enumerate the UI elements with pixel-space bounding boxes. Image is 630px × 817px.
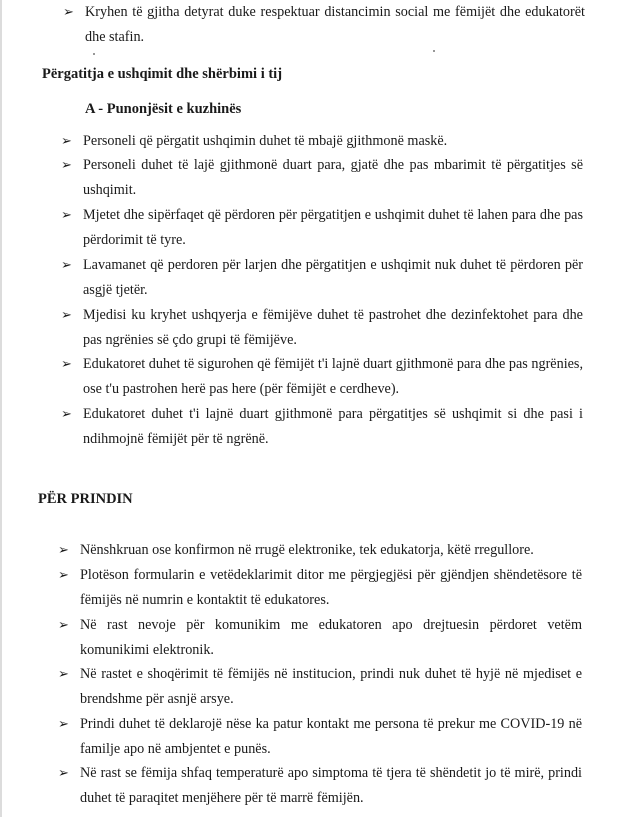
arrow-bullet-icon: ➢ [63, 5, 74, 20]
subheading-kitchen-staff: A - Punonjësit e kuzhinës [85, 101, 242, 117]
arrow-bullet-icon: ➢ [61, 357, 72, 372]
list-item: ➢ Lavamanet që perdoren për larjen dhe përgatitjen e ushqimit nuk duhet të përdoren për asgjë tjetër. [83, 253, 583, 303]
arrow-bullet-icon: ➢ [58, 766, 69, 781]
list-item: ➢ Edukatoret duhet të sigurohen që fëmijët t'i lajnë duart gjithmonë para dhe pas ngrënies, ose t'u pastrohen herë pas here (për fëmijët e cerdheve). [83, 352, 583, 402]
arrow-bullet-icon: ➢ [58, 618, 69, 633]
section-heading-parents: PËR PRINDIN [38, 491, 133, 507]
arrow-bullet-icon: ➢ [61, 158, 72, 173]
arrow-bullet-icon: ➢ [61, 208, 72, 223]
arrow-bullet-icon: ➢ [58, 543, 69, 558]
section-heading-food: Përgatitja e ushqimit dhe shërbimi i tij [42, 66, 283, 82]
intro-bullet: ➢ Kryhen të gjitha detyrat duke respektuar distancimin social me fëmijët dhe edukatorët dhe stafin. [85, 0, 585, 50]
list-item: ➢ Edukatoret duhet t'i lajnë duart gjithmonë para përgatitjes së ushqimit si dhe pasi i ndihmojnë fëmijët për të ngrënë. [83, 402, 583, 452]
arrow-bullet-icon: ➢ [61, 134, 72, 149]
scan-speck [433, 50, 435, 52]
page-left-edge [0, 0, 2, 817]
list-item: ➢ Plotëson formularin e vetëdeklarimit ditor me përgjegjësi për gjëndjen shëndetësore të fëmijës në numrin e kontaktit të edukatores. [80, 563, 582, 613]
arrow-bullet-icon: ➢ [61, 407, 72, 422]
list-item: ➢ Në rastet e shoqërimit të fëmijës në institucion, prindi nuk duhet të hyjë në mjediset e brendshme për asnjë arsye. [80, 662, 582, 712]
list-item: ➢ Prindi duhet të deklarojë nëse ka patur kontakt me persona të prekur me COVID-19 në familje apo në ambjentet e punës. [80, 712, 582, 762]
arrow-bullet-icon: ➢ [58, 717, 69, 732]
list-item: ➢ Nënshkruan ose konfirmon në rrugë elektronike, tek edukatorja, këtë rregullore. [80, 538, 582, 563]
list-item: ➢ Në rast nevoje për komunikim me edukatoren apo drejtuesin përdoret vetëm komunikimi elektronik. [80, 613, 582, 663]
scan-speck [93, 53, 95, 55]
arrow-bullet-icon: ➢ [58, 667, 69, 682]
arrow-bullet-icon: ➢ [61, 258, 72, 273]
list-item: ➢ Mjedisi ku kryhet ushqyerja e fëmijëve duhet të pastrohet dhe dezinfektohet para dhe pas ngrënies së çdo grupi të fëmijëve. [83, 303, 583, 353]
arrow-bullet-icon: ➢ [61, 308, 72, 323]
list-item: ➢ Personeli që përgatit ushqimin duhet të mbajë gjithmonë maskë. [83, 129, 583, 154]
arrow-bullet-icon: ➢ [58, 568, 69, 583]
list-item: ➢ Personeli duhet të lajë gjithmonë duart para, gjatë dhe pas mbarimit të përgatitjes së ushqimit. [83, 153, 583, 203]
list-item: ➢ Mjetet dhe sipërfaqet që përdoren për përgatitjen e ushqimit duhet të lahen para dhe pas përdorimit të tyre. [83, 203, 583, 253]
list-item: ➢ Në rast se fëmija shfaq temperaturë apo simptoma të tjera të shëndetit jo të mirë, prindi duhet të paraqitet menjëhere për të marrë fëmijën. [80, 761, 582, 811]
